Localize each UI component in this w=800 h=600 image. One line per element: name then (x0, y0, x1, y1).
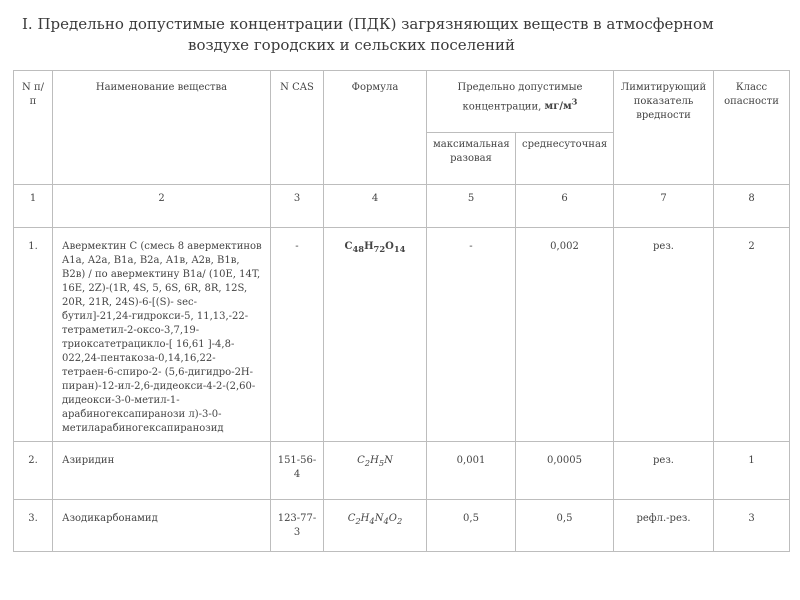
row-formula: $C_2H_5N$ (324, 442, 427, 500)
col-number: 1 (14, 185, 53, 228)
row-max: 0,5 (427, 500, 516, 552)
row-class: 1 (714, 442, 790, 500)
header-pdk-unit-sup: 3 (571, 97, 578, 107)
row-avg: 0,0005 (516, 442, 614, 500)
row-num: 1. (14, 228, 53, 442)
pdk-table (13, 70, 790, 552)
row-max: 0,001 (427, 442, 516, 500)
row-limit: рез. (614, 228, 714, 442)
col-number: 4 (324, 185, 427, 228)
header-avg: среднесуточная (516, 133, 614, 185)
row-num: 3. (14, 500, 53, 552)
header-num: N п/п (14, 71, 53, 185)
table-row (14, 500, 790, 552)
table-row (14, 442, 790, 500)
header-limit: Лимитирующий показатель вредности (614, 71, 714, 185)
row-cas: 151-56-4 (271, 442, 324, 500)
page-title (22, 14, 782, 56)
row-max: - (427, 228, 516, 442)
header-name: Наименование вещества (53, 71, 271, 185)
row-num: 2. (14, 442, 53, 500)
title-line-1: I. Предельно допустимые концентрации (ПДК) загрязняющих веществ в атмосферном (22, 15, 714, 33)
header-pdk-label: Предельно допустимые концентрации, (457, 82, 583, 113)
row-limit: рефл.-рез. (614, 500, 714, 552)
header-max: максимальная разовая (427, 133, 516, 185)
col-number: 7 (614, 185, 714, 228)
table-row (14, 228, 790, 442)
col-number: 3 (271, 185, 324, 228)
col-number: 2 (53, 185, 271, 228)
row-limit: рез. (614, 442, 714, 500)
header-pdk (427, 71, 614, 133)
row-cas: 123-77-3 (271, 500, 324, 552)
row-formula: $C_{48}H_{72}O_{14}$ (324, 228, 427, 442)
header-cas: N CAS (271, 71, 324, 185)
col-number: 5 (427, 185, 516, 228)
header-formula: Формула (324, 71, 427, 185)
row-class: 2 (714, 228, 790, 442)
row-name: Азодикарбонамид (53, 500, 271, 552)
header-pdk-unit: мг/м (544, 101, 572, 113)
row-cas: - (271, 228, 324, 442)
row-name: Азиридин (53, 442, 271, 500)
row-formula: $C_2H_4N_4O_2$ (324, 500, 427, 552)
row-avg: 0,002 (516, 228, 614, 442)
col-number: 6 (516, 185, 614, 228)
row-avg: 0,5 (516, 500, 614, 552)
header-class: Класс опасности (714, 71, 790, 185)
row-name: Авермектин С (смесь 8 авермектинов A1a, A2a, B1a, B2a, A1в, A2в, B1в, B2в) / по авермектину B1a/ (10E, 14T, 16E, 2Z)-(1R, 4S, 5, 6S, 6R, 8R, 12S, 20R, 21R, 24S)-6-[(S)- sec-бутил]-21,24-гидрокси-5, 11,13,-22-тетраметил-2-оксо-3,7,19-триоксатетрацикло-[ 16,61 ]-4,8-022,24-пентакоза-0,14,16,22-тетраен-6-спиро-2- (5,6-дигидро-2Н-пиран)-12-ил-2,6-дидеокси-4-2-(2,60-дидеокси-3-0-метил-1-арабиногексапиранози л)-3-0-метиларабиногексапиранозид (53, 228, 271, 442)
col-number: 8 (714, 185, 790, 228)
row-class: 3 (714, 500, 790, 552)
title-line-2: воздухе городских и сельских поселений (188, 36, 516, 54)
